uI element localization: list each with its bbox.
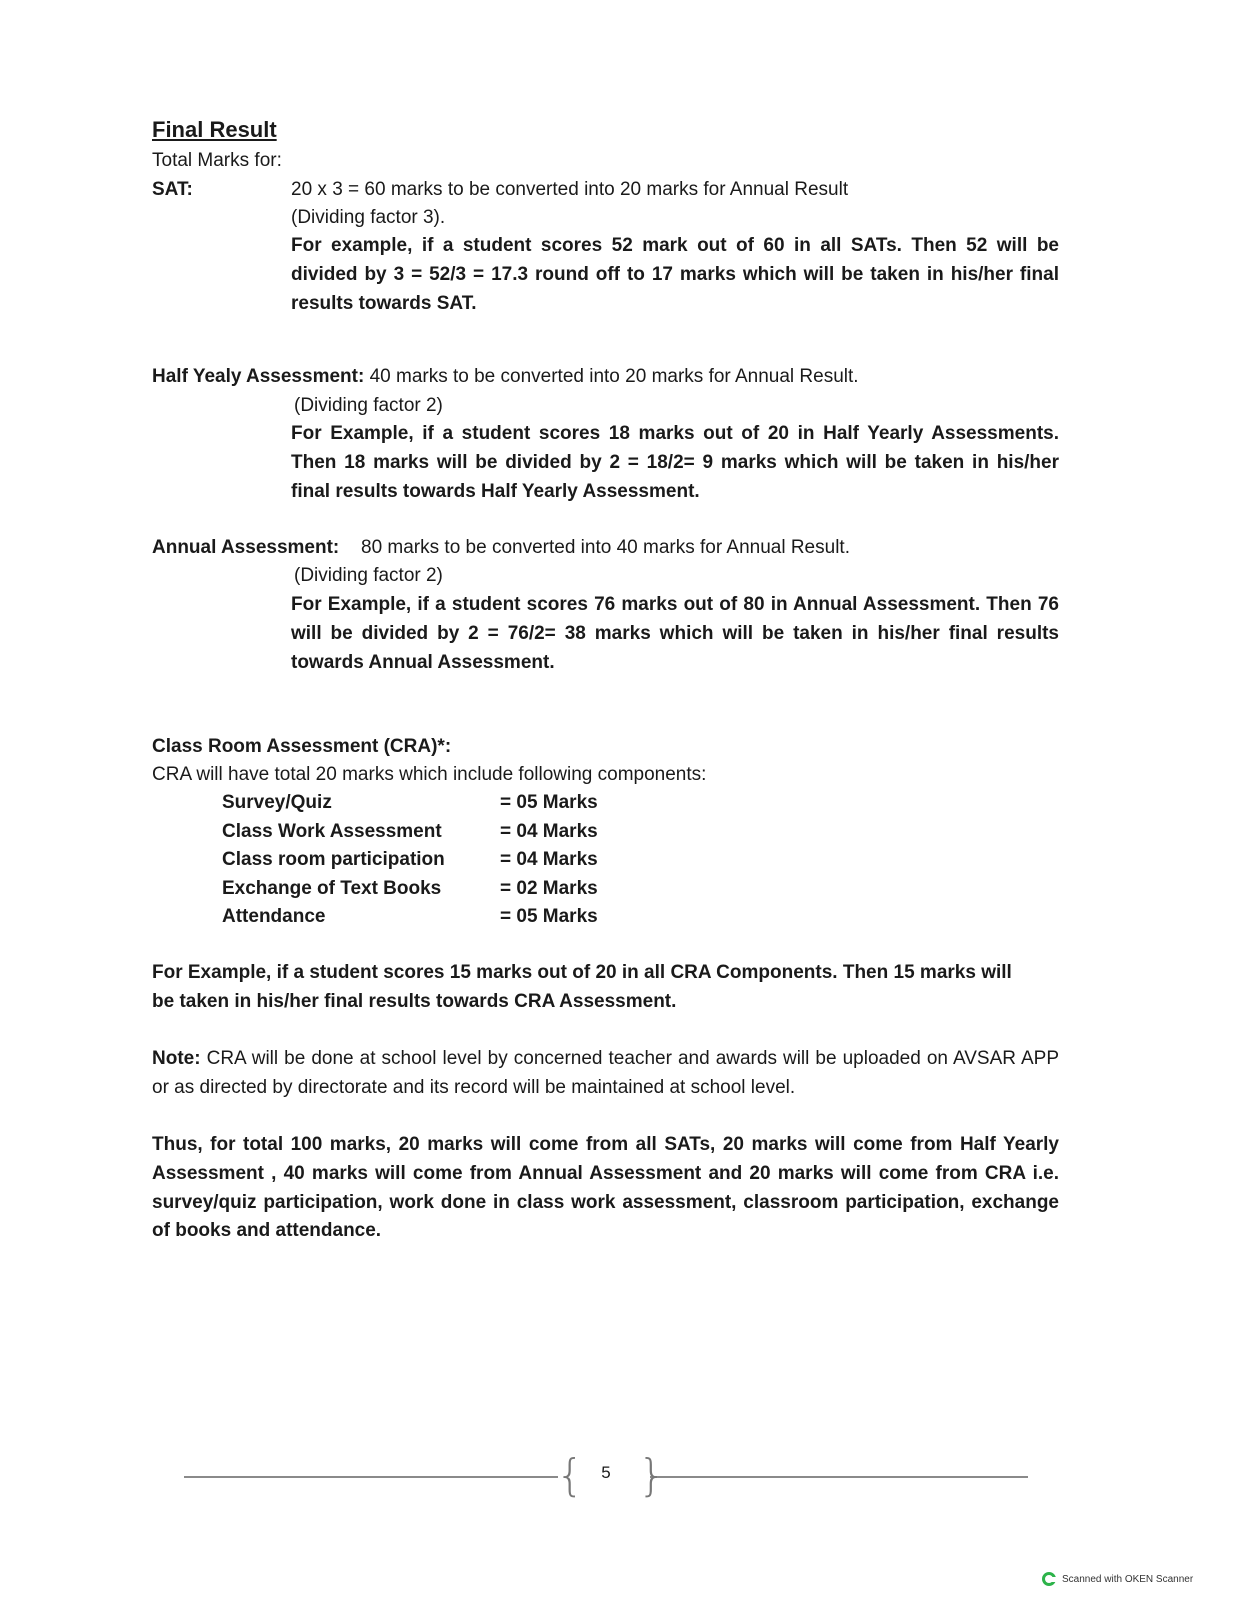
cra-component-marks: = 04 Marks — [500, 821, 598, 842]
summary-paragraph: Thus, for total 100 marks, 20 marks will come from all SATs, 20 marks will come from Half Yearly Assessment , 40 marks will come from Annual Assessment and 20 marks will come from CRA i.e. survey/quiz participation, work done in class work assessment, classroom participation, exchange of books and attendance. — [152, 1134, 1059, 1242]
scanner-logo-icon — [1042, 1572, 1056, 1586]
annual-example: For Example, if a student scores 76 marks out of 80 in Annual Assessment. Then 76 will be divided by 2 = 76/2= 38 marks which will be taken in his/her final results towards Annual Assessment. — [291, 594, 1059, 673]
sat-label: SAT: — [152, 179, 193, 200]
total-marks-label: Total Marks for: — [152, 150, 282, 171]
cra-component-marks: = 05 Marks — [500, 906, 598, 927]
cra-component-row — [222, 789, 642, 817]
cra-component-row — [222, 846, 642, 874]
scanner-text: Scanned with OKEN Scanner — [1062, 1573, 1194, 1585]
annual-dividing-factor: (Dividing factor 2) — [294, 565, 443, 586]
footer-rule-right — [650, 1476, 1028, 1478]
half-yearly-line — [152, 363, 859, 391]
footer-left-brace: { — [556, 1450, 584, 1501]
sat-example: For example, if a student scores 52 mark out of 60 in all SATs. Then 52 will be divided by 3 = 52/3 = 17.3 round off to 17 marks which will be taken in his/her final results towards SAT. — [291, 235, 1059, 314]
half-yearly-conversion: 40 marks to be converted into 20 marks for Annual Result. — [364, 366, 859, 387]
cra-heading: Class Room Assessment (CRA)*: — [152, 736, 452, 757]
cra-component-marks: = 02 Marks — [500, 878, 598, 899]
cra-component-marks: = 05 Marks — [500, 792, 598, 813]
cra-component-row — [222, 818, 642, 846]
cra-component-name: Class Work Assessment — [222, 821, 442, 842]
scanner-watermark — [1042, 1572, 1193, 1586]
cra-component-row — [222, 875, 642, 903]
cra-component-name: Class room participation — [222, 849, 445, 870]
half-yearly-dividing-factor: (Dividing factor 2) — [294, 395, 443, 416]
cra-component-name: Attendance — [222, 906, 326, 927]
cra-component-marks: = 04 Marks — [500, 849, 598, 870]
footer-right-brace: } — [638, 1450, 666, 1501]
note-text: CRA will be done at school level by concerned teacher and awards will be uploaded on AVSAR APP or as directed by directorate and its record will be maintained at school level. — [152, 1048, 1059, 1098]
page-number: 5 — [601, 1463, 611, 1482]
note-label: Note: — [152, 1048, 201, 1069]
sat-dividing-factor: (Dividing factor 3). — [291, 207, 446, 228]
cra-component-name: Exchange of Text Books — [222, 878, 442, 899]
note-paragraph — [152, 1045, 1059, 1103]
half-yearly-label: Half Yealy Assessment: — [152, 366, 365, 387]
half-yearly-example: For Example, if a student scores 18 marks out of 20 in Half Yearly Assessments. Then 18 marks will be divided by 2 = 18/2= 9 marks which will be taken in his/her final results towards Half Yearly Assessment. — [291, 423, 1059, 502]
page-title: Final Result — [152, 117, 277, 142]
cra-component-row — [222, 903, 642, 931]
footer-rule-left — [184, 1476, 558, 1478]
cra-example: For Example, if a student scores 15 marks out of 20 in all CRA Components. Then 15 marks will be taken in his/her final results towards CRA Assessment. — [152, 962, 1012, 1012]
annual-conversion: 80 marks to be converted into 40 marks for Annual Result. — [361, 537, 850, 558]
cra-component-name: Survey/Quiz — [222, 792, 332, 813]
annual-label: Annual Assessment: — [152, 537, 340, 558]
sat-conversion: 20 x 3 = 60 marks to be converted into 20 marks for Annual Result — [291, 179, 849, 200]
cra-intro: CRA will have total 20 marks which include following components: — [152, 764, 707, 785]
